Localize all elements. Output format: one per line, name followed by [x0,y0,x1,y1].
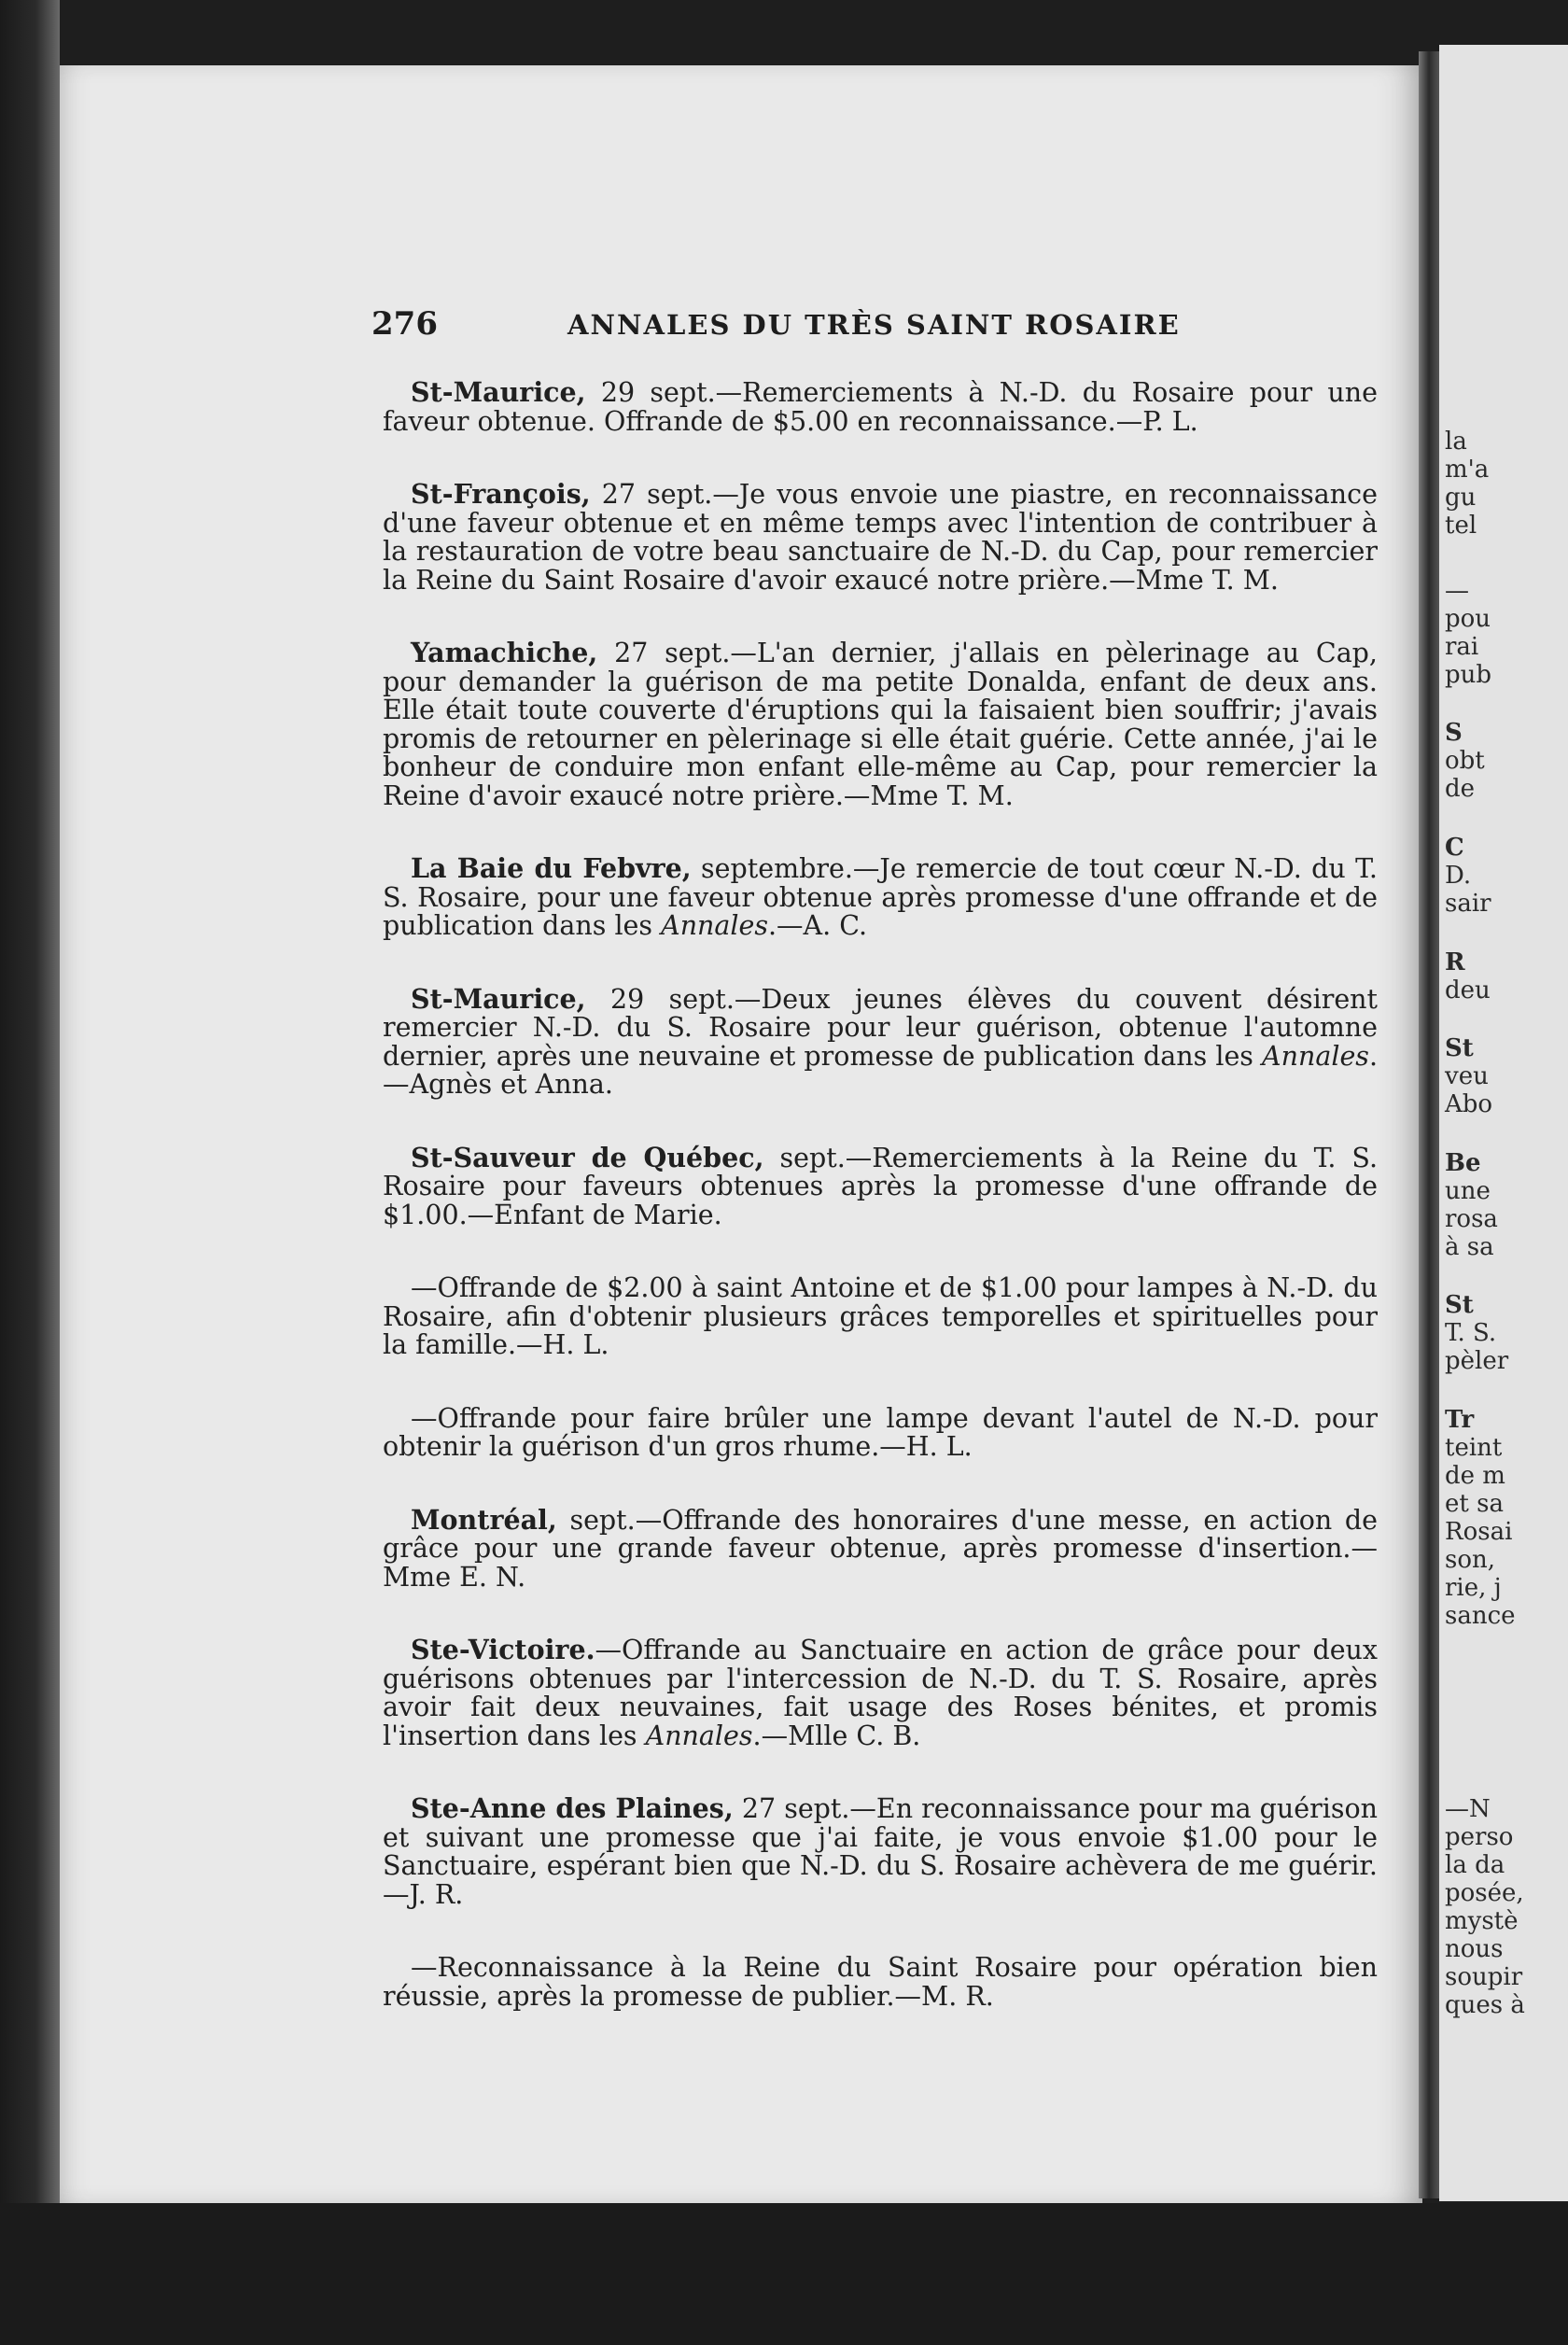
entry-signature: .—Mlle C. B. [752,1720,921,1751]
entry-place: St-Maurice, [411,376,586,408]
entry-text: 29 sept.—Deux jeunes élèves du couvent désirent remercier N.-D. du S. Rosaire pour leur guérison, obtenue l'automne dernier, après une neuvaine et promesse de publication dans les [383,983,1378,1072]
right-page-fragment: Rosai [1445,1518,1513,1546]
testimony-entry [383,854,1378,941]
page-number: 276 [371,305,438,343]
entry-text: 27 sept.—En reconnaissance pour ma guérison et suivant une promesse que j'ai faite, je vous envoie $1.00 pour le Sanctuaire, espérant bien que N.-D. du S. Rosaire achèvera de me guérir.—J. R. [383,1793,1379,1910]
entry-italic-title: Annales [645,1720,753,1751]
right-page-fragment: Be [1445,1149,1481,1177]
entry-text: —Offrande au Sanctuaire en action de grâce pour deux guérisons obtenues par l'intercession de N.-D. du T. S. Rosaire, après avoir fait deux neuvaines, fait usage des Roses bénites, et promis l'insertion dans les [383,1635,1378,1751]
right-page-fragment: teint [1445,1434,1503,1462]
right-page-fragment: sair [1445,890,1491,918]
entry-text: 29 sept.—Remerciements à N.-D. du Rosaire pour une faveur obtenue. Offrande de $5.00 en reconnaissance.—P. L. [383,377,1378,437]
right-page-fragment: veu [1445,1062,1489,1090]
testimony-entry [383,378,1378,436]
book-left-edge [0,0,60,2345]
right-page-fragment: St [1445,1291,1474,1319]
right-page-fragment: nous [1445,1935,1504,1963]
entry-text: —Offrande pour faire brûler une lampe devant l'autel de N.-D. pour obtenir la guérison d'un gros rhume.—H. L. [383,1402,1378,1462]
testimony-entry [383,982,1378,1100]
scan-bottom-border [0,2203,1568,2345]
entry-italic-title: Annales [661,910,768,941]
right-page-fragment: D. [1445,862,1472,890]
entry-text: —Offrande de $2.00 à saint Antoine et de $1.00 pour lampes à N.-D. du Rosaire, afin d'obtenir plusieurs grâces temporelles et spirituelles pour la famille.—H. L. [383,1272,1378,1360]
entry-text: sept.—Remerciements à la Reine du T. S. Rosaire pour faveurs obtenues après la promesse d'une offrande de $1.00.—Enfant de Marie. [383,1142,1378,1230]
entry-italic-title: Annales [1262,1040,1369,1072]
entry-place: Montréal, [411,1503,557,1536]
right-page-fragment: posée, [1445,1879,1524,1907]
right-page-fragment: St [1445,1034,1474,1062]
right-page-fragment: et sa [1445,1490,1504,1518]
page-header [371,305,1379,346]
right-page-fragment: son, [1445,1546,1496,1574]
testimony-entry [383,1503,1378,1593]
right-page-fragment: rie, j [1445,1574,1502,1602]
right-page-fragment: gu [1445,484,1477,512]
entry-text: 27 sept.—L'an dernier, j'allais en pèlerinage au Cap, pour demander la guérison de ma petite Donalda, enfant de deux ans. Elle était toute couverte d'éruptions qui la faisaient bien souffrir; j'avais promis de retourner en pèlerinage si elle était guérie. Cette année, j'ai le bonheur de conduire mon enfant elle-même au Cap, pour remercier la Reine d'avoir exaucé notre prière.—Mme T. M. [383,638,1378,811]
right-page-fragment: rosa [1445,1205,1498,1233]
right-page-fragment: ques à [1445,1991,1525,2019]
right-page-fragment: obt [1445,747,1485,775]
entry-place: Yamachiche, [411,637,598,668]
entry-place: Ste-Victoire. [411,1634,595,1665]
right-page-fragment: la [1445,428,1467,456]
entry-signature: .—Agnès et Anna. [383,1040,1378,1100]
testimony-entry [383,480,1378,595]
right-page-fragment: la da [1445,1851,1505,1879]
right-page-fragment: pou [1445,605,1491,633]
entry-text: —Reconnaissance à la Reine du Saint Rosaire pour opération bien réussie, après la promesse de publier.—M. R. [383,1952,1378,2012]
right-page-edge [1439,45,1568,2201]
testimony-entry [383,1953,1378,2011]
right-page-fragment: — [1445,577,1469,605]
right-page-fragment: Abo [1445,1090,1493,1118]
right-page-fragment: mystè [1445,1907,1519,1935]
right-page-fragment: m'a [1445,456,1490,484]
right-page-fragment: tel [1445,512,1477,540]
testimony-entry [383,1404,1378,1462]
testimony-entry [383,639,1378,810]
right-page-fragment: de [1445,775,1476,803]
right-page-fragment: perso [1445,1823,1514,1851]
right-page-fragment: R [1445,948,1465,976]
testimony-entry [383,1273,1378,1360]
right-page-fragment: rai [1445,633,1479,661]
right-page-fragment: une [1445,1177,1491,1205]
right-page-fragment: —N [1445,1795,1491,1823]
right-page-fragment: T. S. [1445,1319,1497,1347]
entry-text: septembre.—Je remercie de tout cœur N.-D. du T. S. Rosaire, pour une faveur obtenue après promesse d'une offrande et de publication dans les [383,853,1378,941]
entry-text: 27 sept.—Je vous envoie une piastre, en reconnaissance d'une faveur obtenue et en même temps avec l'intention de contribuer à la restauration de votre beau sanctuaire de N.-D. du Cap, pour remercier la Reine du Saint Rosaire d'avoir exaucé notre prière.—Mme T. M. [383,479,1378,596]
right-page-fragment: pèler [1445,1347,1509,1375]
right-page-fragment: sance [1445,1602,1516,1630]
page-body [383,378,1378,2055]
testimony-entry [383,1794,1378,1909]
entry-place: St-Sauveur de Québec, [411,1141,764,1173]
right-page-fragment: de m [1445,1462,1505,1490]
testimony-entry [383,1141,1378,1230]
testimony-entry [383,1636,1378,1750]
right-page-fragment: C [1445,834,1464,862]
entry-place: St-Maurice, [411,982,586,1015]
entry-signature: .—A. C. [768,910,868,941]
right-page-fragment: Tr [1445,1406,1475,1434]
running-title: ANNALES DU TRÈS SAINT ROSAIRE [567,309,1181,341]
right-page-fragment: deu [1445,976,1491,1004]
entry-text: sept.—Offrande des honoraires d'une messe, en action de grâce pour une grande faveur obtenue, après promesse d'insertion.—Mme E. N. [383,1504,1378,1593]
right-page-fragment: soupir [1445,1963,1523,1991]
entry-place: La Baie du Febvre, [411,852,692,884]
right-page-fragment: à sa [1445,1233,1494,1261]
entry-place: Ste-Anne des Plaines, [411,1792,734,1824]
right-page-fragment: S [1445,719,1463,747]
entry-place: St-François, [411,478,591,510]
right-page-fragment: pub [1445,661,1492,689]
book-gutter [1419,51,1439,2198]
